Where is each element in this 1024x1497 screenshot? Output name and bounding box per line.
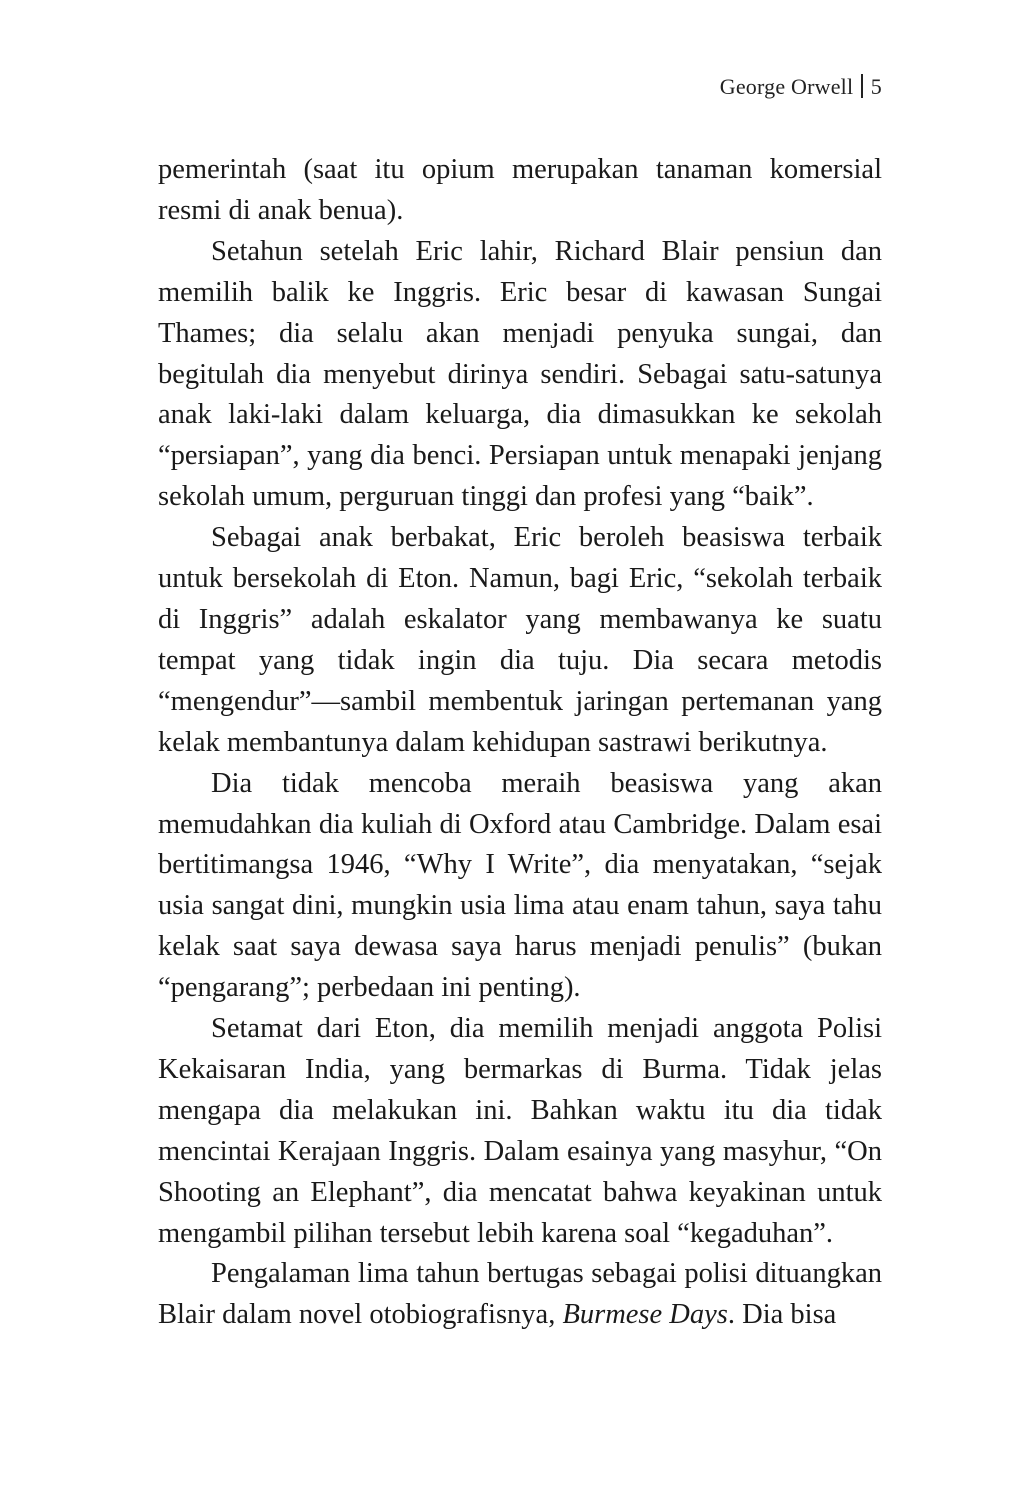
paragraph-6-text-after: . Dia bisa bbox=[727, 1299, 837, 1331]
body-text bbox=[158, 150, 882, 1336]
author-name: George Orwell bbox=[719, 74, 854, 99]
running-head-divider bbox=[861, 74, 863, 98]
paragraph-3: Sebagai anak berbakat, Eric beroleh beasiswa terbaik untuk bersekolah di Eton. Namun, bagi Eric, “sekolah terbaik di Inggris” adalah eskalator yang membawanya ke suatu tempat yang tidak ingin dia tuju. Dia secara metodis “mengendur”—sambil membentuk jaringan pertemanan yang kelak membantunya dalam kehidupan sastrawi berikutnya. bbox=[158, 522, 882, 758]
paragraph-6-text-before: Pengalaman lima tahun bertugas sebagai polisi dituangkan Blair dalam novel otobiografisnya, bbox=[158, 1258, 882, 1331]
paragraph-4: Dia tidak mencoba meraih beasiswa yang akan memudahkan dia kuliah di Oxford atau Cambridge. Dalam esai bertitimangsa 1946, “Why I Write”, dia menyatakan, “sejak usia sangat dini, mungkin usia lima atau enam tahun, saya tahu kelak saat saya dewasa saya harus menjadi penulis” (bukan “pengarang”; perbedaan ini penting). bbox=[158, 767, 882, 1004]
page-number: 5 bbox=[870, 74, 882, 99]
paragraph-1: pemerintah (saat itu opium merupakan tanaman komersial resmi di anak benua). bbox=[158, 154, 882, 226]
paragraph-6 bbox=[158, 1254, 882, 1336]
paragraph-2: Setahun setelah Eric lahir, Richard Blair pensiun dan memilih balik ke Inggris. Eric besar di kawasan Sungai Thames; dia selalu akan menjadi penyuka sungai, dan begitulah dia menyebut dirinya sendiri. Sebagai satu-satunya anak laki-laki dalam keluarga, dia dimasukkan ke sekolah “persiapan”, yang dia benci. Persiapan untuk menapaki jenjang sekolah umum, perguruan tinggi dan profesi yang “baik”. bbox=[158, 235, 882, 513]
running-head bbox=[720, 74, 882, 100]
paragraph-5: Setamat dari Eton, dia memilih menjadi anggota Polisi Kekaisaran India, yang bermarkas di Burma. Tidak jelas mengapa dia melakukan ini. Bahkan waktu itu dia tidak mencintai Kerajaan Inggris. Dalam esainya yang masyhur, “On Shooting an Elephant”, dia mencatat bahwa keyakinan untuk mengambil pilihan tersebut lebih karena soal “kegaduhan”. bbox=[158, 1013, 882, 1249]
book-title-italic: Burmese Days bbox=[562, 1299, 728, 1331]
